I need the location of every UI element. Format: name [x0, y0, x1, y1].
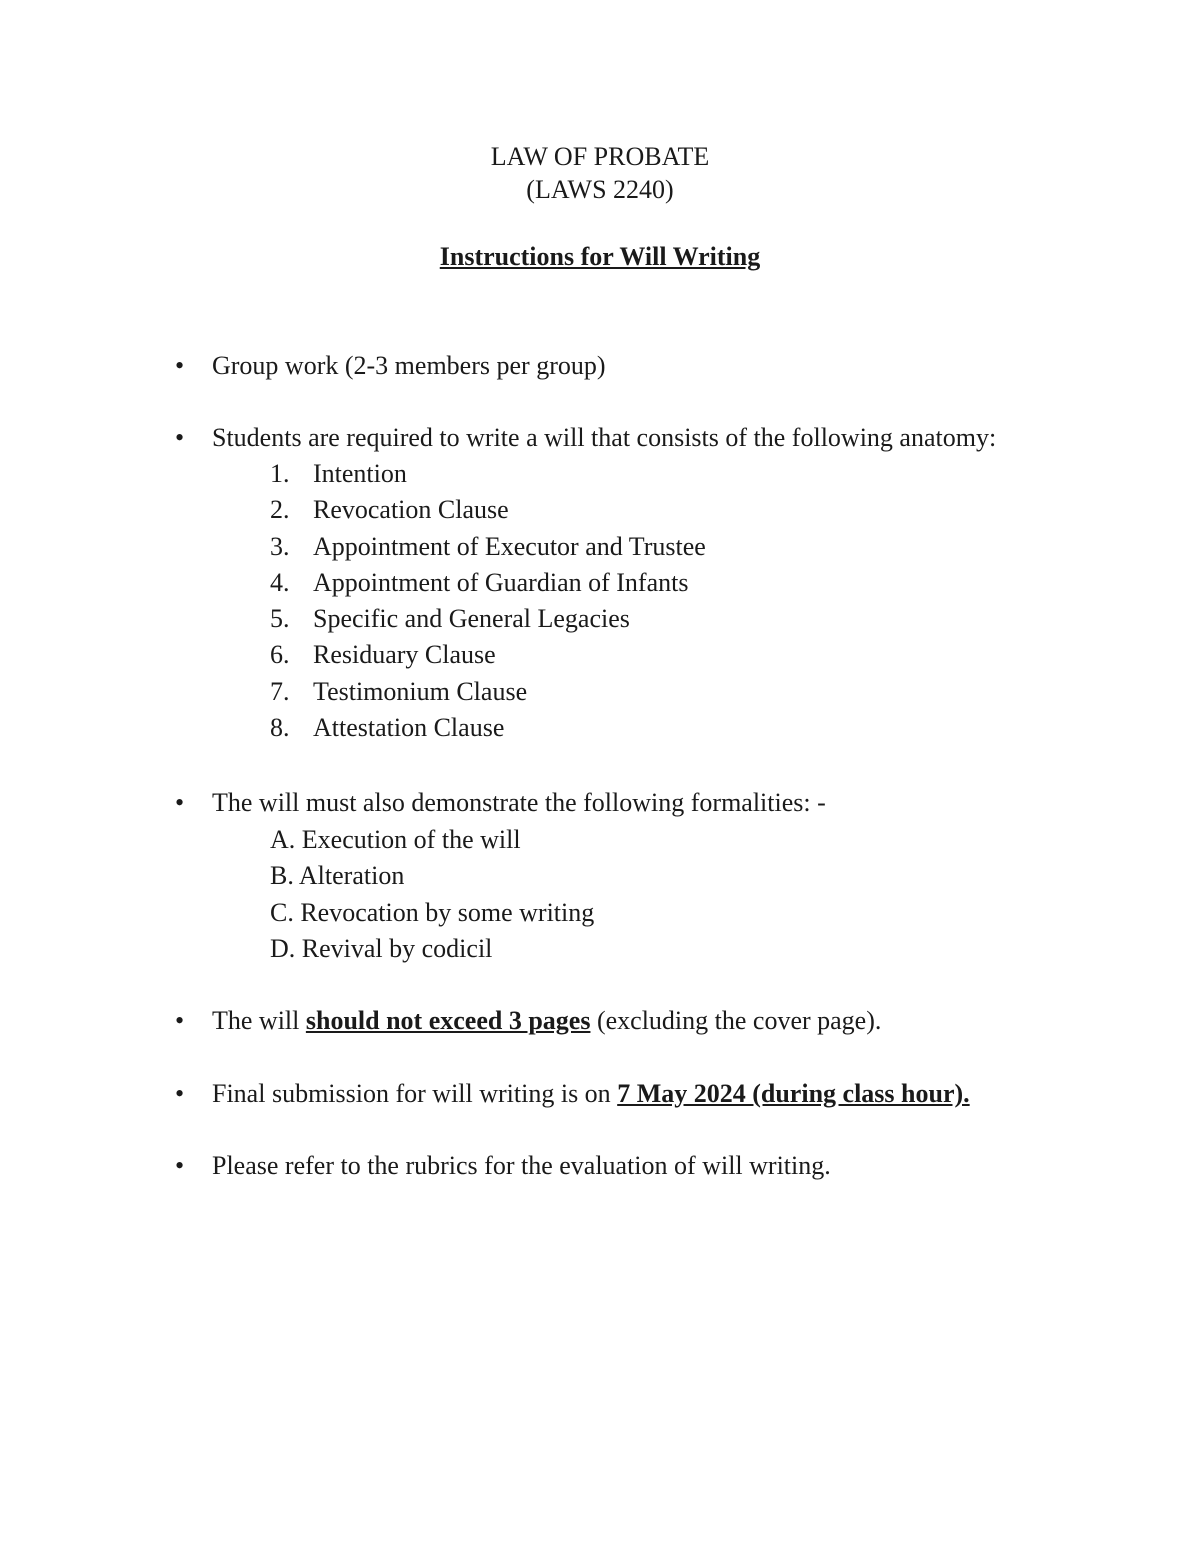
bullet-rubrics: Please refer to the rubrics for the evaluation of will writing.: [212, 1151, 831, 1180]
bullet-icon: •: [175, 788, 185, 817]
bullet-formalities-intro: The will must also demonstrate the following formalities: -: [212, 788, 826, 817]
list-item: 7. Testimonium Clause: [270, 676, 528, 706]
list-item: 5. Specific and General Legacies: [270, 604, 630, 634]
bullet-group-work: Group work (2-3 members per group): [212, 351, 606, 380]
document-subtitle: Instructions for Will Writing: [439, 242, 761, 271]
list-item: B. Alteration: [270, 861, 405, 891]
bullet-page-limit: The will should not exceed 3 pages (excluding the cover page).: [212, 1006, 882, 1035]
bullet-icon: •: [175, 1006, 185, 1035]
list-item: 1. Intention: [270, 459, 407, 488]
list-item: 6. Residuary Clause: [270, 640, 496, 670]
course-code: (LAWS 2240): [526, 175, 674, 204]
list-item: A. Execution of the will: [270, 825, 521, 854]
bullet-icon: •: [175, 1079, 185, 1108]
anatomy-list: [270, 456, 706, 746]
list-item: 4. Appointment of Guardian of Infants: [270, 567, 689, 597]
bullet-submission: Final submission for will writing is on 7 May 2024 (during class hour).: [212, 1079, 970, 1108]
page-limit-emphasis: should not exceed 3 pages: [305, 1006, 591, 1035]
bullet-icon: •: [175, 1151, 185, 1180]
list-item: 2. Revocation Clause: [270, 495, 509, 525]
course-name: LAW OF PROBATE: [490, 142, 710, 171]
list-item: 8. Attestation Clause: [270, 713, 505, 743]
bullet-icon: •: [175, 351, 185, 380]
bullet-icon: •: [175, 423, 185, 452]
list-item: D. Revival by codicil: [270, 933, 493, 963]
formalities-list: [270, 822, 594, 967]
title-block: [0, 140, 1200, 206]
bullet-anatomy-intro: Students are required to write a will that consists of the following anatomy:: [212, 423, 997, 452]
list-item: 3. Appointment of Executor and Trustee: [270, 531, 706, 561]
list-item: C. Revocation by some writing: [270, 897, 595, 927]
submission-date-emphasis: 7 May 2024 (during class hour).: [617, 1079, 970, 1108]
